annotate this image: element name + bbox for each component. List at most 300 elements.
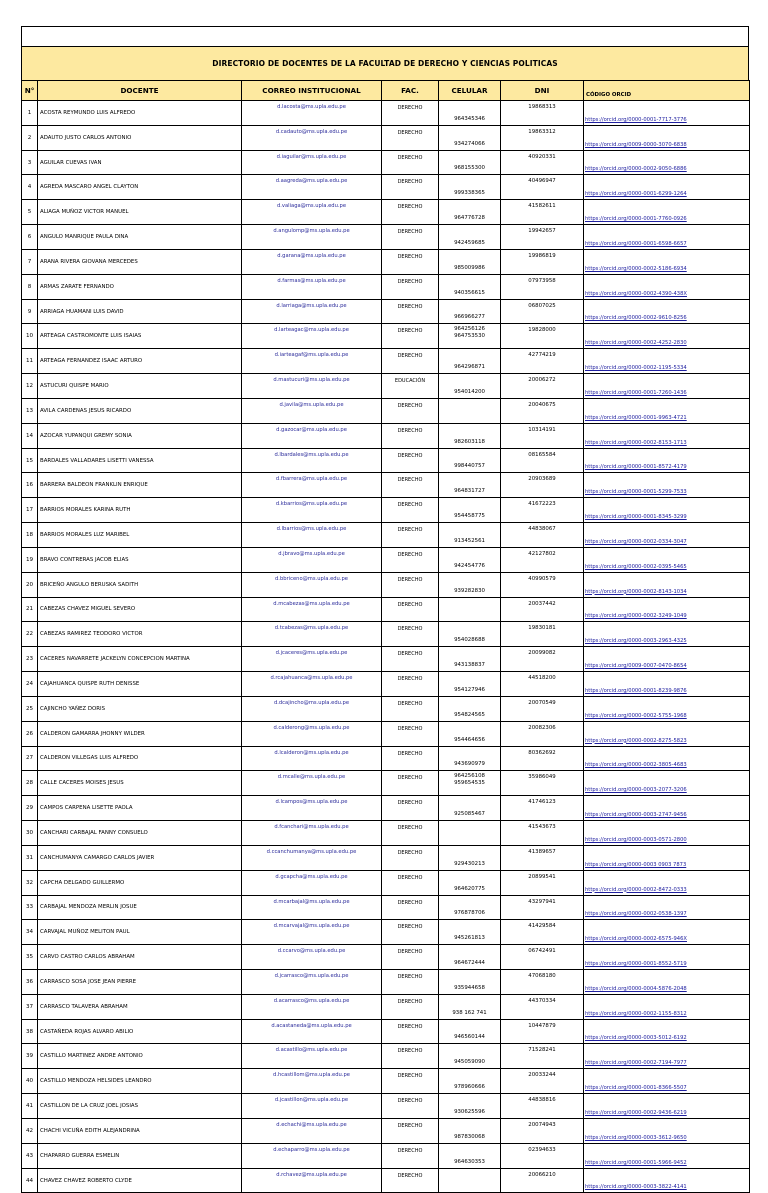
orcid-link[interactable]: https://orcid.org/0000-0004-5876-2048 <box>584 969 750 994</box>
row-number: 26 <box>22 721 38 746</box>
institutional-email[interactable]: d.jcaceres@ms.upla.edu.pe <box>242 647 382 672</box>
celular <box>439 1143 501 1168</box>
celular <box>439 1019 501 1044</box>
orcid-link[interactable]: https://orcid.org/0000-0002-8153-1713 <box>584 423 750 448</box>
phone-number: 968155300 <box>454 165 485 172</box>
institutional-email[interactable]: d.ccarvo@ms.upla.edu.pe <box>242 945 382 970</box>
orcid-link[interactable]: https://orcid.org/0000-0002-9610-8256 <box>584 299 750 324</box>
celular <box>439 845 501 870</box>
docente-name: CABEZAS CHAVEZ MIGUEL SEVERO <box>38 597 242 622</box>
institutional-email[interactable]: d.dcajincho@ms.upla.edu.pe <box>242 696 382 721</box>
institutional-email[interactable]: d.acastillo@ms.upla.edu.pe <box>242 1044 382 1069</box>
orcid-link[interactable]: https://orcid.org/0000-0002-1155-8312 <box>584 994 750 1019</box>
faculty: DERECHO <box>382 225 439 250</box>
phone-number: 978960666 <box>454 1084 485 1091</box>
phone-number: 942459685 <box>454 239 485 246</box>
row-number: 35 <box>22 945 38 970</box>
institutional-email[interactable]: d.larriaga@ms.upla.edu.pe <box>242 299 382 324</box>
orcid-link[interactable]: https://orcid.org/0000-0002-8275-5823 <box>584 721 750 746</box>
faculty: DERECHO <box>382 423 439 448</box>
phone-number: 966966277 <box>454 314 485 321</box>
phone-number: 913452561 <box>454 537 485 544</box>
institutional-email[interactable]: d.farmas@ms.upla.edu.pe <box>242 274 382 299</box>
orcid-link[interactable]: https://orcid.org/0000-0003-3612-9650 <box>584 1118 750 1143</box>
institutional-email[interactable]: d.calderong@ms.upla.edu.pe <box>242 721 382 746</box>
orcid-link[interactable]: https://orcid.org/0000-0002-9050-6886 <box>584 150 750 175</box>
row-number: 10 <box>22 324 38 349</box>
faculty: DERECHO <box>382 125 439 150</box>
dni: 20899541 <box>501 870 584 895</box>
orcid-link[interactable]: https://orcid.org/0000-0001-7260-1436 <box>584 374 750 399</box>
phone-number: 943690979 <box>454 761 485 768</box>
faculty: DERECHO <box>382 895 439 920</box>
orcid-link[interactable]: https://orcid.org/0000-0002-0395-5465 <box>584 547 750 572</box>
table-row <box>22 299 750 324</box>
row-number: 16 <box>22 473 38 498</box>
row-number: 32 <box>22 870 38 895</box>
institutional-email[interactable]: d.kbarrios@ms.upla.edu.pe <box>242 498 382 523</box>
celular <box>439 423 501 448</box>
docente-name: BARDALES VALLADARES LISETTI VANESSA <box>38 448 242 473</box>
celular <box>439 324 501 349</box>
table-row <box>22 945 750 970</box>
table-header-row <box>22 81 750 101</box>
table-body <box>22 101 750 1193</box>
institutional-email[interactable]: d.aagreda@ms.upla.edu.pe <box>242 175 382 200</box>
faculty: DERECHO <box>382 448 439 473</box>
phone-number: 942454776 <box>454 562 485 569</box>
docente-name: ARTEAGA FERNANDEZ ISAAC ARTURO <box>38 349 242 374</box>
institutional-email[interactable]: d.valiaga@ms.upla.edu.pe <box>242 200 382 225</box>
table-row <box>22 1143 750 1168</box>
institutional-email[interactable]: d.lbardales@ms.upla.edu.pe <box>242 448 382 473</box>
faculty: EDUCACIÓN <box>382 374 439 399</box>
docente-name: ALIAGA MUÑOZ VICTOR MANUEL <box>38 200 242 225</box>
orcid-link[interactable]: https://orcid.org/0000-0003-2963-4325 <box>584 622 750 647</box>
celular <box>439 994 501 1019</box>
table-row <box>22 597 750 622</box>
row-number: 14 <box>22 423 38 448</box>
table-row <box>22 324 750 349</box>
dni: 06742491 <box>501 945 584 970</box>
faculty: DERECHO <box>382 672 439 697</box>
faculty: DERECHO <box>382 473 439 498</box>
dni: 20033244 <box>501 1069 584 1094</box>
celular <box>439 249 501 274</box>
dni: 10314191 <box>501 423 584 448</box>
institutional-email[interactable]: d.echachi@ms.upla.edu.pe <box>242 1118 382 1143</box>
celular <box>439 821 501 846</box>
docente-name: CANCHUMANYA CAMARGO CARLOS JAVIER <box>38 845 242 870</box>
faculty: DERECHO <box>382 150 439 175</box>
celular <box>439 299 501 324</box>
faculty: DERECHO <box>382 647 439 672</box>
docente-name: CALDERON GAMARRA JHONNY WILDER <box>38 721 242 746</box>
row-number: 22 <box>22 622 38 647</box>
docente-name: BARRIOS MORALES LUZ MARIBEL <box>38 523 242 548</box>
faculty: DERECHO <box>382 771 439 796</box>
dni: 47068180 <box>501 969 584 994</box>
orcid-link[interactable]: https://orcid.org/0000-0001-9963-4721 <box>584 398 750 423</box>
institutional-email[interactable]: d.echaparro@ms.upla.edu.pe <box>242 1143 382 1168</box>
dni: 20066210 <box>501 1168 584 1193</box>
faculty: DERECHO <box>382 299 439 324</box>
docente-name: CAJINCHO YAÑEZ DORIS <box>38 696 242 721</box>
docente-name: CALDERON VILLEGAS LUIS ALFREDO <box>38 746 242 771</box>
dni: 19863312 <box>501 125 584 150</box>
docente-name: CARRASCO TALAVERA ABRAHAM <box>38 994 242 1019</box>
table-row <box>22 796 750 821</box>
celular <box>439 225 501 250</box>
row-number: 30 <box>22 821 38 846</box>
institutional-email[interactable]: d.lcalderon@ms.upla.edu.pe <box>242 746 382 771</box>
faculty: DERECHO <box>382 1019 439 1044</box>
faculty: DERECHO <box>382 572 439 597</box>
docente-name: CARVO CASTRO CARLOS ABRAHAM <box>38 945 242 970</box>
faculty: DERECHO <box>382 324 439 349</box>
orcid-link[interactable]: https://orcid.org/0000-0003 0903 7873 <box>584 845 750 870</box>
faculty: DERECHO <box>382 249 439 274</box>
celular <box>439 796 501 821</box>
institutional-email[interactable]: d.bbriceno@ms.upla.edu.pe <box>242 572 382 597</box>
docente-name: AGREDA MASCARO ANGEL CLAYTON <box>38 175 242 200</box>
institutional-email[interactable]: d.fbarrera@ms.upla.edu.pe <box>242 473 382 498</box>
table-row <box>22 572 750 597</box>
institutional-email[interactable]: d.mcabezas@ms.upla.edu.pe <box>242 597 382 622</box>
celular <box>439 150 501 175</box>
dni: 41389657 <box>501 845 584 870</box>
dni: 71528241 <box>501 1044 584 1069</box>
table-row <box>22 771 750 796</box>
header-docente: DOCENTE <box>38 81 242 101</box>
dni: 40496947 <box>501 175 584 200</box>
faculty: DERECHO <box>382 597 439 622</box>
docente-name: CALLE CACERES MOISES JESUS <box>38 771 242 796</box>
faculty: DERECHO <box>382 920 439 945</box>
row-number: 28 <box>22 771 38 796</box>
dni: 44518200 <box>501 672 584 697</box>
dni: 40920331 <box>501 150 584 175</box>
docente-name: BARRIOS MORALES KARINA RUTH <box>38 498 242 523</box>
institutional-email[interactable]: d.angulomp@ms.upla.edu.pe <box>242 225 382 250</box>
row-number: 4 <box>22 175 38 200</box>
faculty: DERECHO <box>382 1094 439 1119</box>
orcid-link[interactable]: https://orcid.org/0000-0002-8472-0333 <box>584 870 750 895</box>
faculty: DERECHO <box>382 498 439 523</box>
row-number: 37 <box>22 994 38 1019</box>
celular <box>439 622 501 647</box>
celular <box>439 969 501 994</box>
phone-number: 945261813 <box>454 935 485 942</box>
institutional-email[interactable]: d.cadauto@ms.upla.edu.pe <box>242 125 382 150</box>
orcid-link[interactable]: https://orcid.org/0000-0002-8143-1034 <box>584 572 750 597</box>
header-fac: FAC. <box>382 81 439 101</box>
institutional-email[interactable]: d.mcarvajal@ms.upla.edu.pe <box>242 920 382 945</box>
docente-name: CHAVEZ CHAVEZ ROBERTO CLYDE <box>38 1168 242 1193</box>
institutional-email[interactable]: d.iarteagaf@ms.upla.edu.pe <box>242 349 382 374</box>
celular <box>439 398 501 423</box>
dni: 08165584 <box>501 448 584 473</box>
orcid-link[interactable]: https://orcid.org/0000-0002-3249-1049 <box>584 597 750 622</box>
institutional-email[interactable]: d.rcajahuanca@ms.upla.edu.pe <box>242 672 382 697</box>
dni: 19868313 <box>501 101 584 126</box>
orcid-link[interactable]: https://orcid.org/0000-0003-3822-4141 <box>584 1168 750 1193</box>
dni: 20070549 <box>501 696 584 721</box>
docente-name: BARRERA BALDEON FRANKLIN ENRIQUE <box>38 473 242 498</box>
institutional-email[interactable]: d.lcampos@ms.upla.edu.pe <box>242 796 382 821</box>
orcid-link[interactable]: https://orcid.org/0000-0002-6575-946X <box>584 920 750 945</box>
row-number: 39 <box>22 1044 38 1069</box>
docente-name: AVILA CARDENAS JESUS RICARDO <box>38 398 242 423</box>
table-row <box>22 200 750 225</box>
faculty: DERECHO <box>382 1069 439 1094</box>
row-number: 27 <box>22 746 38 771</box>
phone-number: 925085467 <box>454 811 485 818</box>
docente-name: ACOSTA REYMUNDO LUIS ALFREDO <box>38 101 242 126</box>
orcid-link[interactable]: https://orcid.org/0000-0001-8239-9876 <box>584 672 750 697</box>
institutional-email[interactable]: d.rchavez@ms.upla.edu.pe <box>242 1168 382 1193</box>
institutional-email[interactable]: d.larteagac@ms.upla.edu.pe <box>242 324 382 349</box>
faculty: DERECHO <box>382 721 439 746</box>
table-row <box>22 349 750 374</box>
orcid-link[interactable]: https://orcid.org/0000-0002-9436-6219 <box>584 1094 750 1119</box>
orcid-link[interactable]: https://orcid.org/0000-0001-5966-9452 <box>584 1143 750 1168</box>
celular <box>439 1118 501 1143</box>
faculty: DERECHO <box>382 349 439 374</box>
row-number: 2 <box>22 125 38 150</box>
row-number: 8 <box>22 274 38 299</box>
orcid-link[interactable]: https://orcid.org/0009-0000-3070-6838 <box>584 125 750 150</box>
institutional-email[interactable]: d.iaguilar@ms.upla.edu.pe <box>242 150 382 175</box>
row-number: 13 <box>22 398 38 423</box>
faculty: DERECHO <box>382 622 439 647</box>
phone-number: 964776728 <box>454 215 485 222</box>
phone-number: 954028688 <box>454 637 485 644</box>
orcid-link[interactable]: https://orcid.org/0000-0002-7194-7977 <box>584 1044 750 1069</box>
dni: 20903689 <box>501 473 584 498</box>
celular <box>439 1168 501 1193</box>
institutional-email[interactable]: d.javila@ms.upla.edu.pe <box>242 398 382 423</box>
celular <box>439 274 501 299</box>
celular <box>439 547 501 572</box>
orcid-link[interactable]: https://orcid.org/0000-0003-0571-2800 <box>584 821 750 846</box>
celular <box>439 523 501 548</box>
table-row <box>22 622 750 647</box>
celular <box>439 696 501 721</box>
celular <box>439 771 501 796</box>
orcid-link[interactable]: https://orcid.org/0000-0001-8366-5507 <box>584 1069 750 1094</box>
row-number: 12 <box>22 374 38 399</box>
docente-name: CACERES NAVARRETE JACKELYN CONCEPCION MARTINA <box>38 647 242 672</box>
phone-number: 987830068 <box>454 1133 485 1140</box>
phone-number: 964753530 <box>454 333 485 340</box>
orcid-link[interactable]: https://orcid.org/0000-0002-3805-4683 <box>584 746 750 771</box>
table-row <box>22 101 750 126</box>
institutional-email[interactable]: d.jbravo@ms.upla.edu.pe <box>242 547 382 572</box>
orcid-link[interactable]: https://orcid.org/0000-0002-4390-438X <box>584 274 750 299</box>
table-row <box>22 821 750 846</box>
institutional-email[interactable]: d.mastucuri@ms.upla.edu.pe <box>242 374 382 399</box>
dni: 20040675 <box>501 398 584 423</box>
faculty: DERECHO <box>382 1168 439 1193</box>
orcid-link[interactable]: https://orcid.org/0000-0003-5012-6192 <box>584 1019 750 1044</box>
dni: 07973958 <box>501 274 584 299</box>
table-row <box>22 274 750 299</box>
docente-name: BRAVO CONTRERAS JACOB ELIAS <box>38 547 242 572</box>
table-row <box>22 1069 750 1094</box>
institutional-email[interactable]: d.jcastillon@ms.upla.edu.pe <box>242 1094 382 1119</box>
row-number: 5 <box>22 200 38 225</box>
row-number: 6 <box>22 225 38 250</box>
phone-number: 938 162 741 <box>452 1009 487 1016</box>
table-row <box>22 920 750 945</box>
row-number: 11 <box>22 349 38 374</box>
orcid-link[interactable]: https://orcid.org/0000-0001-8572-4179 <box>584 448 750 473</box>
orcid-link[interactable]: https://orcid.org/0000-0001-7760-0926 <box>584 200 750 225</box>
faculty: DERECHO <box>382 200 439 225</box>
dni: 40990579 <box>501 572 584 597</box>
orcid-link[interactable]: https://orcid.org/0000-0001-6299-1264 <box>584 175 750 200</box>
table-row <box>22 225 750 250</box>
directory-title: DIRECTORIO DE DOCENTES DE LA FACULTAD DE DERECHO Y CIENCIAS POLITICAS <box>21 46 749 80</box>
institutional-email[interactable]: d.jcarrasco@ms.upla.edu.pe <box>242 969 382 994</box>
dni: 20074943 <box>501 1118 584 1143</box>
celular <box>439 175 501 200</box>
empty-top-row <box>21 26 749 46</box>
table-row <box>22 1168 750 1193</box>
orcid-link[interactable]: https://orcid.org/0000-0001-8345-3299 <box>584 498 750 523</box>
orcid-link[interactable]: https://orcid.org/0000-0002-5186-6934 <box>584 249 750 274</box>
institutional-email[interactable]: d.ccanchumanya@ms.upla.edu.pe <box>242 845 382 870</box>
institutional-email[interactable]: d.mcalle@ms.upla.edu.pe <box>242 771 382 796</box>
table-row <box>22 423 750 448</box>
directory-sheet <box>21 26 749 1193</box>
orcid-link[interactable]: https://orcid.org/0000-0002-4252-2830 <box>584 324 750 349</box>
docente-name: ADAUTO JUSTO CARLOS ANTONIO <box>38 125 242 150</box>
celular <box>439 125 501 150</box>
row-number: 17 <box>22 498 38 523</box>
phone-number: 934274066 <box>454 140 485 147</box>
docente-name: CHAPARRO GUERRA ESMELIN <box>38 1143 242 1168</box>
faculty: DERECHO <box>382 547 439 572</box>
faculty: DERECHO <box>382 994 439 1019</box>
institutional-email[interactable]: d.tcabezas@ms.upla.edu.pe <box>242 622 382 647</box>
faculty: DERECHO <box>382 746 439 771</box>
orcid-link[interactable]: https://orcid.org/0000-0001-5299-7533 <box>584 473 750 498</box>
dni: 44370334 <box>501 994 584 1019</box>
orcid-link[interactable]: https://orcid.org/0000-0001-7717-3776 <box>584 101 750 126</box>
celular <box>439 572 501 597</box>
institutional-email[interactable]: d.acastaneda@ms.upla.edu.pe <box>242 1019 382 1044</box>
phone-number: 964630353 <box>454 1158 485 1165</box>
institutional-email[interactable]: d.lacosta@ms.upla.edu.pe <box>242 101 382 126</box>
table-row <box>22 547 750 572</box>
phone-number: 930625596 <box>454 1108 485 1115</box>
celular <box>439 498 501 523</box>
docente-name: CARBAJAL MENDOZA MERLIN JOSUE <box>38 895 242 920</box>
row-number: 24 <box>22 672 38 697</box>
institutional-email[interactable]: d.fcanchari@ms.upla.edu.pe <box>242 821 382 846</box>
table-row <box>22 498 750 523</box>
header-orcid: CÓDIGO ORCID <box>584 81 750 101</box>
institutional-email[interactable]: d.garana@ms.upla.edu.pe <box>242 249 382 274</box>
phone-number: 935944658 <box>454 984 485 991</box>
header-number: N° <box>22 81 38 101</box>
orcid-link[interactable]: https://orcid.org/0000-0003-2077-3206 <box>584 771 750 796</box>
celular <box>439 870 501 895</box>
docente-name: CASTILLON DE LA CRUZ JOEL JOSIAS <box>38 1094 242 1119</box>
faculty: DERECHO <box>382 1143 439 1168</box>
row-number: 42 <box>22 1118 38 1143</box>
table-row <box>22 1118 750 1143</box>
institutional-email[interactable]: d.gazocar@ms.upla.edu.pe <box>242 423 382 448</box>
dni: 42774219 <box>501 349 584 374</box>
institutional-email[interactable]: d.mcarbajal@ms.upla.edu.pe <box>242 895 382 920</box>
phone-number: 964831727 <box>454 488 485 495</box>
table-row <box>22 125 750 150</box>
orcid-link[interactable]: https://orcid.org/0000-0001-8552-5719 <box>584 945 750 970</box>
dni: 06807025 <box>501 299 584 324</box>
docente-name: CARRASCO SOSA JOSE JEAN PIERRE <box>38 969 242 994</box>
orcid-link[interactable]: https://orcid.org/0000-0002-1195-5334 <box>584 349 750 374</box>
faculty: DERECHO <box>382 523 439 548</box>
celular <box>439 895 501 920</box>
dni: 43297941 <box>501 895 584 920</box>
row-number: 31 <box>22 845 38 870</box>
dni: 41582611 <box>501 200 584 225</box>
faculty: DERECHO <box>382 821 439 846</box>
orcid-link[interactable]: https://orcid.org/0000-0001-6598-6657 <box>584 225 750 250</box>
docente-name: ANGULO MANRIQUE PAULA DINA <box>38 225 242 250</box>
docente-name: CASTILLO MENDOZA HELSIDES LEANDRO <box>38 1069 242 1094</box>
docente-name: ARMAS ZARATE FERNANDO <box>38 274 242 299</box>
row-number: 25 <box>22 696 38 721</box>
phone-number: 939282830 <box>454 587 485 594</box>
phone-number: 998440757 <box>454 463 485 470</box>
dni: 19828000 <box>501 324 584 349</box>
table-row <box>22 746 750 771</box>
table-row <box>22 672 750 697</box>
institutional-email[interactable]: d.hcastillom@ms.upla.edu.pe <box>242 1069 382 1094</box>
celular <box>439 597 501 622</box>
dni: 19942657 <box>501 225 584 250</box>
orcid-link[interactable]: https://orcid.org/0009-0007-0470-8654 <box>584 647 750 672</box>
institutional-email[interactable]: d.gcapcha@ms.upla.edu.pe <box>242 870 382 895</box>
institutional-email[interactable]: d.acarrasco@ms.upla.edu.pe <box>242 994 382 1019</box>
celular <box>439 374 501 399</box>
row-number: 23 <box>22 647 38 672</box>
phone-number: 964345346 <box>454 115 485 122</box>
institutional-email[interactable]: d.lbarrios@ms.upla.edu.pe <box>242 523 382 548</box>
row-number: 33 <box>22 895 38 920</box>
phone-number: 954458775 <box>454 513 485 520</box>
faculty: DERECHO <box>382 796 439 821</box>
faculty: DERECHO <box>382 696 439 721</box>
faculty: DERECHO <box>382 274 439 299</box>
phone-number: 985009986 <box>454 264 485 271</box>
orcid-link[interactable]: https://orcid.org/0000-0002-5755-1968 <box>584 696 750 721</box>
orcid-link[interactable]: https://orcid.org/0000-0003-2747-9456 <box>584 796 750 821</box>
orcid-link[interactable]: https://orcid.org/0000-0002-0334-3047 <box>584 523 750 548</box>
table-row <box>22 523 750 548</box>
header-correo: CORREO INSTITUCIONAL <box>242 81 382 101</box>
celular <box>439 349 501 374</box>
orcid-link[interactable]: https://orcid.org/0000-0002-0538-1397 <box>584 895 750 920</box>
phone-number: 964256108 <box>454 773 485 780</box>
row-number: 3 <box>22 150 38 175</box>
row-number: 40 <box>22 1069 38 1094</box>
docente-name: AGUILAR CUEVAS IVAN <box>38 150 242 175</box>
